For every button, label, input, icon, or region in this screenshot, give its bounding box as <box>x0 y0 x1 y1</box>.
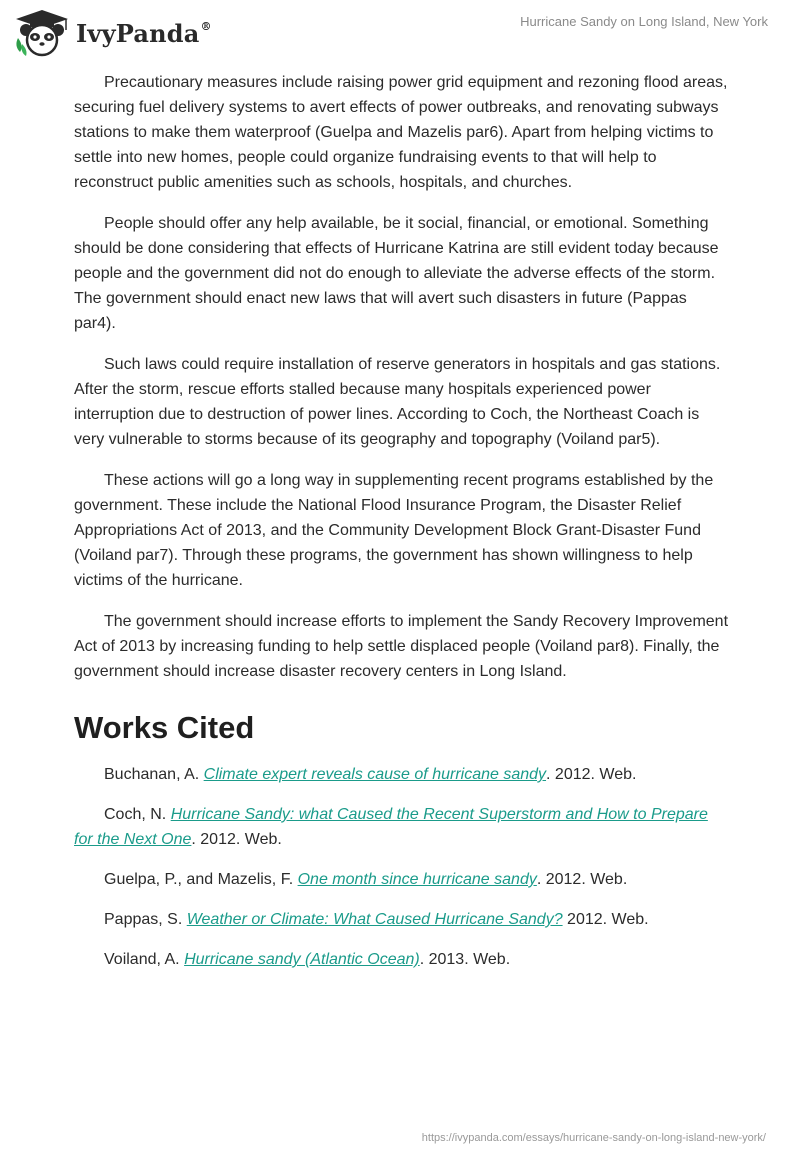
citation-entry <box>74 947 730 972</box>
citation-author: Pappas, S. <box>104 911 187 928</box>
citation-entry <box>74 802 730 852</box>
works-cited-heading: Works Cited <box>74 710 255 745</box>
essay-paragraph: These actions will go a long way in supplementing recent programs established by the government. These include the National Flood Insurance Program, the Disaster Relief Appropriations Act of 2013, and the Community Development Block Grant-Disaster Fund (Voiland par7). Through these programs, the government has shown willingness to help victims of the hurricane. <box>74 472 714 589</box>
citation-link[interactable]: One month since hurricane sandy <box>297 871 537 888</box>
essay-paragraph: The government should increase efforts to implement the Sandy Recovery Improvement Act of 2013 by increasing funding to help settle displaced people (Voiland par8). Finally, the government should increase disaster recovery centers in Long Island. <box>74 613 729 680</box>
citation-suffix: . 2012. Web. <box>546 766 637 783</box>
footer-url[interactable]: https://ivypanda.com/essays/hurricane-sandy-on-long-island-new-york/ <box>421 1132 766 1144</box>
panda-graduate-icon <box>12 8 72 58</box>
citation-link[interactable]: Weather or Climate: What Caused Hurricane Sandy? <box>186 911 563 928</box>
essay-content <box>74 70 730 987</box>
citation-author: Guelpa, P., and Mazelis, F. <box>104 871 298 888</box>
citation-author: Voiland, A. <box>104 951 185 968</box>
citation-suffix: . 2012. Web. <box>536 871 628 888</box>
citation-author: Coch, N. <box>104 806 171 823</box>
citation-link[interactable]: Climate expert reveals cause of hurricane sandy <box>203 766 547 783</box>
citation-author: Buchanan, A. <box>104 766 204 783</box>
citation-entry <box>74 867 730 892</box>
essay-paragraph: Such laws could require installation of reserve generators in hospitals and gas stations. After the storm, rescue efforts stalled because many hospitals experienced power interruption due to destruction of power lines. According to Coch, the Northeast Coach is very vulnerable to storms because of its geography and topography (Voiland par5). <box>74 356 721 448</box>
document-title: Hurricane Sandy on Long Island, New York <box>520 14 768 29</box>
logo-name: IvyPanda <box>76 18 200 48</box>
citation-suffix: 2012. Web. <box>562 911 649 928</box>
registered-mark: ® <box>200 19 212 33</box>
citation-suffix: . 2013. Web. <box>419 951 511 968</box>
page-header <box>0 0 800 70</box>
essay-paragraph: Precautionary measures include raising power grid equipment and rezoning flood areas, securing fuel delivery systems to avert effects of power outbreaks, and renovating subways stations to make them waterproof (Guelpa and Mazelis par6). Apart from helping victims to settle into new homes, people could organize fundraising events to that will help to reconstruct public amenities such as schools, hospitals, and churches. <box>74 74 728 191</box>
citation-link[interactable]: Hurricane sandy (Atlantic Ocean) <box>184 951 420 968</box>
citation-link[interactable]: Hurricane Sandy: what Caused the Recent Superstorm and How to Prepare for the Next One <box>74 806 708 848</box>
citation-entry <box>74 907 730 932</box>
citation-suffix: . 2012. Web. <box>191 831 282 848</box>
logo-wordmark <box>76 19 212 48</box>
citation-entry <box>74 762 730 787</box>
essay-paragraph: People should offer any help available, be it social, financial, or emotional. Something should be done considering that effects of Hurricane Katrina are still evident today because people and the government did not do enough to alleviate the adverse effects of the storm. The government should enact new laws that will avert such disasters in future (Pappas par4). <box>74 215 719 332</box>
ivypanda-logo[interactable] <box>12 8 212 58</box>
